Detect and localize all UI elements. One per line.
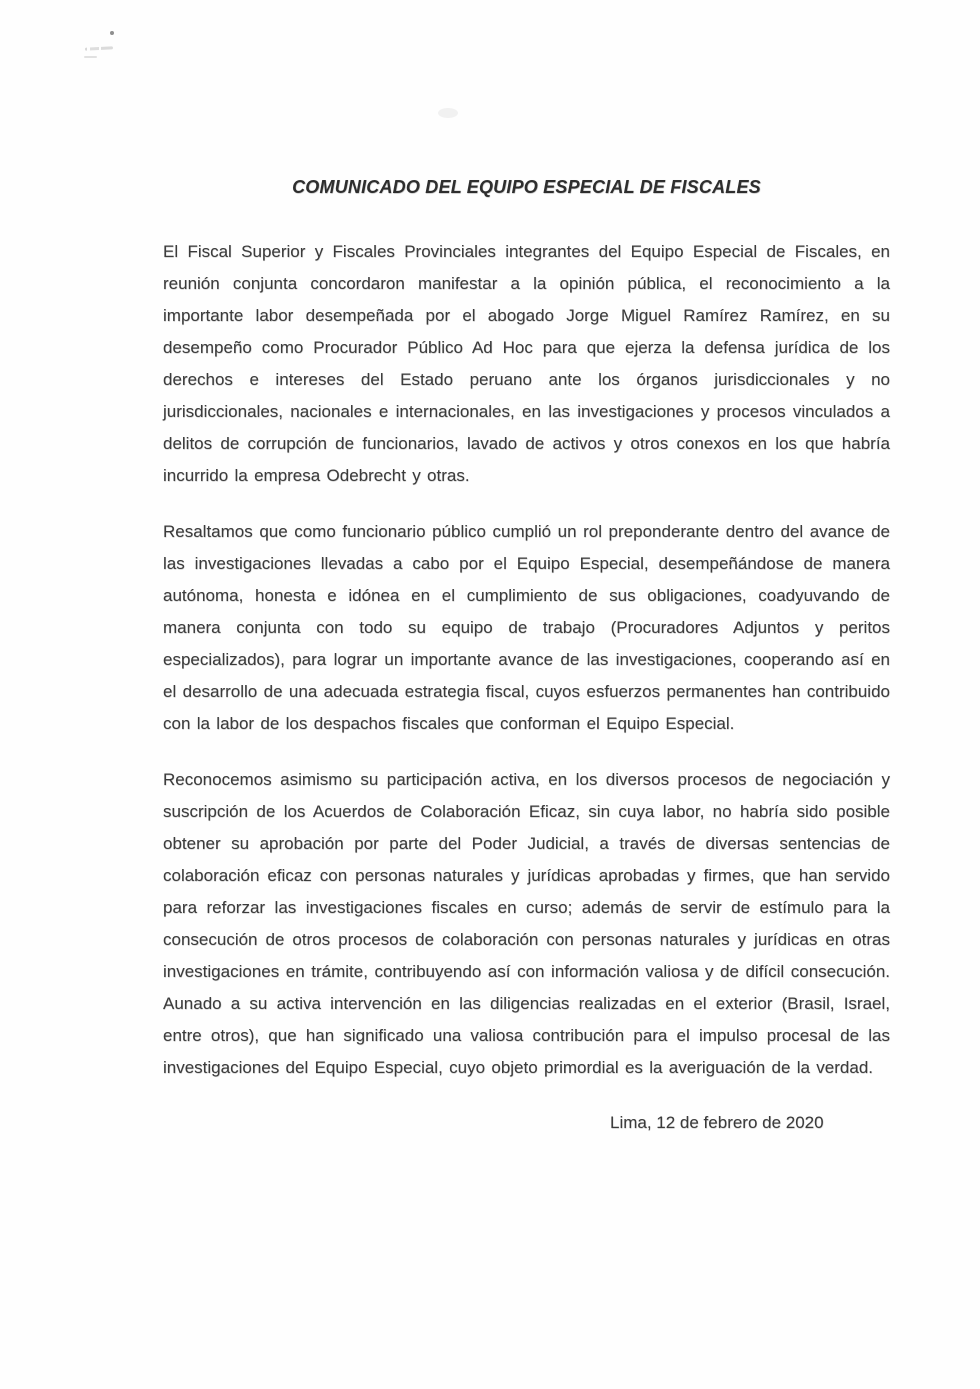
document-content: [163, 0, 890, 1136]
paragraph-resaltamos: Resaltamos que como funcionario público cumplió un rol preponderante dentro del avance de las investigaciones llevadas a cabo por el Equipo Especial, desempeñándose de manera autónoma, honesta e idónea en el cumplimiento de sus obligaciones, coadyuvando de manera conjunta con todo su equipo de trabajo (Procuradores Adjuntos y peritos especializados), para lograr un importante avance de las investigaciones, cooperando así en el desarrollo de una adecuada estrategia fiscal, cuyos esfuerzos permanentes han contribuido con la labor de los despachos fiscales que conforman el Equipo Especial.: [163, 522, 890, 733]
scan-speck: [110, 31, 114, 35]
paragraph-reconocemos: Reconocemos asimismo su participación activa, en los diversos procesos de negociación y suscripción de los Acuerdos de Colaboración Eficaz, sin cuya labor, no habría sido posible obtener su aprobación por parte del Poder Judicial, a través de diversas sentencias de colaboración eficaz con personas naturales y jurídicas aprobadas y firmes, que han servido para reforzar las investigaciones fiscales en curso; además de servir de estímulo para la consecución de otros procesos de colaboración con personas naturales y jurídicas en otras investigaciones en trámite, contribuyendo así con información valiosa y de difícil consecución. Aunado a su activa intervención en las diligencias realizadas en el exterior (Brasil, Israel, entre otros), que han significado una valiosa contribución para el impulso procesal de las investigaciones del Equipo Especial, cuyo objeto primordial es la averiguación de la verdad.: [163, 770, 890, 1077]
paragraph-intro: El Fiscal Superior y Fiscales Provinciales integrantes del Equipo Especial de Fiscales, en reunión conjunta concordaron manifestar a la opinión pública, el reconocimiento a la importante labor desempeñada por el abogado Jorge Miguel Ramírez Ramírez, en su desempeño como Procurador Público Ad Hoc para que ejerza la defensa jurídica de los derechos e intereses del Estado peruano ante los órganos jurisdiccionales y no jurisdiccionales, nacionales e internacionales, en las investigaciones y procesos vinculados a delitos de corrupción de funcionarios, lavado de activos y otros conexos en los que habría incurrido la empresa Odebrecht y otras.: [163, 242, 890, 485]
scan-smudge-small: [84, 56, 97, 58]
document-title: COMUNICADO DEL EQUIPO ESPECIAL DE FISCALES: [292, 177, 761, 197]
scan-smudge: [85, 46, 113, 50]
dateline: Lima, 12 de febrero de 2020: [610, 1113, 824, 1132]
